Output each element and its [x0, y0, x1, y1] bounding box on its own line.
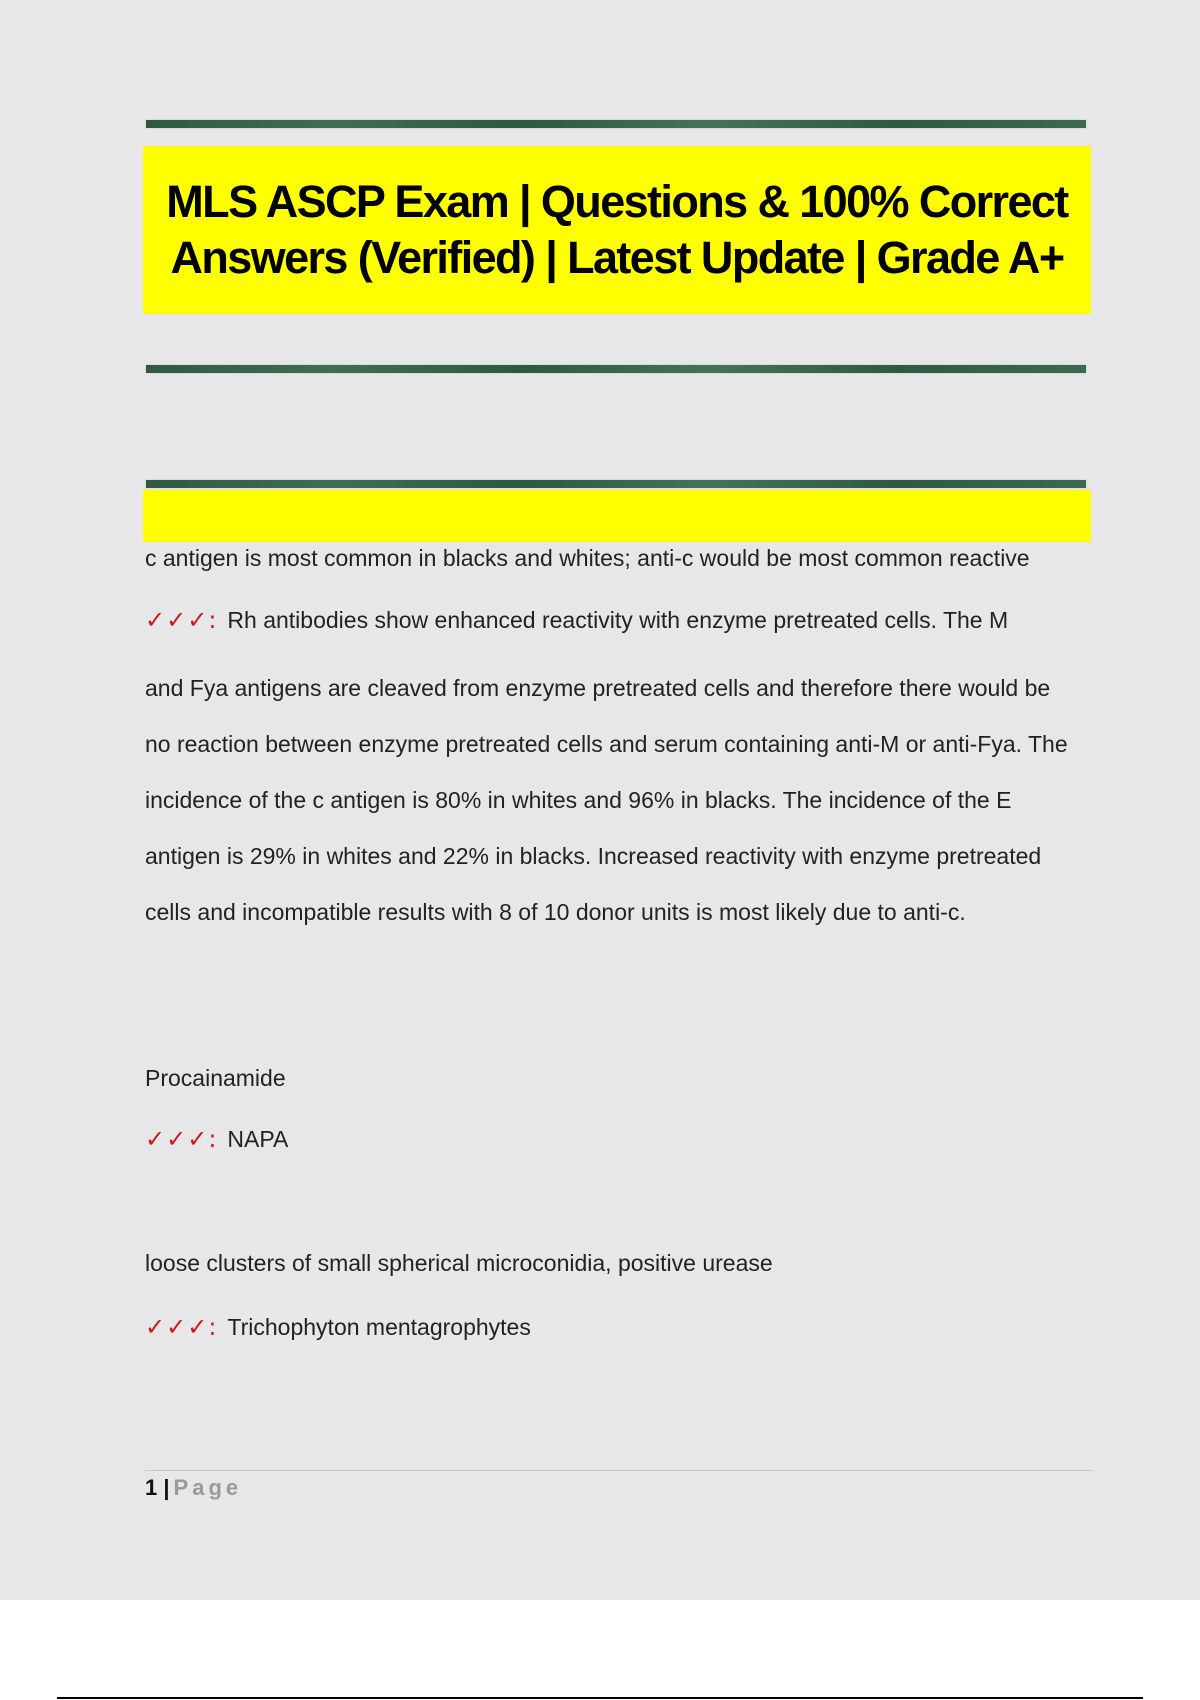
page-number: 1 — [145, 1475, 158, 1500]
answer-1-continuation: and Fya antigens are cleaved from enzyme pretreated cells and therefore there would be no reaction between enzyme pretreated cells and serum containing anti-M or anti-Fya. The incidence of the c antigen is 80% in whites and 96% in blacks. The incidence of the E antigen is 29% in whites and 22% in blacks. Increased reactivity with enzyme pretreated cells and incompatible results with 8 of 10 donor units is most likely due to anti-c. — [145, 675, 1068, 925]
checkmark-icon: ✓✓✓: — [145, 1125, 218, 1153]
page-label: Page — [173, 1475, 243, 1500]
page-footer — [145, 1475, 242, 1501]
document-title: MLS ASCP Exam | Questions & 100% Correct Answers (Verified) | Latest Update | Grade A+ — [166, 176, 1068, 283]
green-divider-lower — [146, 480, 1086, 488]
green-divider-middle — [146, 365, 1086, 373]
footer-separator: | — [163, 1475, 170, 1500]
answer-3-text: Trichophyton mentagrophytes — [227, 1314, 531, 1340]
question-1: c antigen is most common in blacks and whites; anti-c would be most common reactive — [145, 545, 1030, 571]
highlight-band — [143, 490, 1091, 542]
answer-1-text: Rh antibodies show enhanced reactivity with enzyme pretreated cells. The M — [227, 607, 1009, 633]
checkmark-icon: ✓✓✓: — [145, 1313, 218, 1341]
answer-1-first-line — [145, 606, 1008, 634]
footer-divider — [145, 1470, 1093, 1471]
question-3: loose clusters of small spherical microconidia, positive urease — [145, 1250, 773, 1276]
title-highlight-band — [143, 146, 1091, 314]
checkmark-icon: ✓✓✓: — [145, 606, 218, 634]
answer-2 — [145, 1125, 288, 1153]
bottom-rule — [57, 1697, 1143, 1699]
question-2: Procainamide — [145, 1065, 286, 1091]
answer-2-text: NAPA — [227, 1126, 289, 1152]
answer-3 — [145, 1313, 531, 1341]
green-divider-top — [146, 120, 1086, 128]
